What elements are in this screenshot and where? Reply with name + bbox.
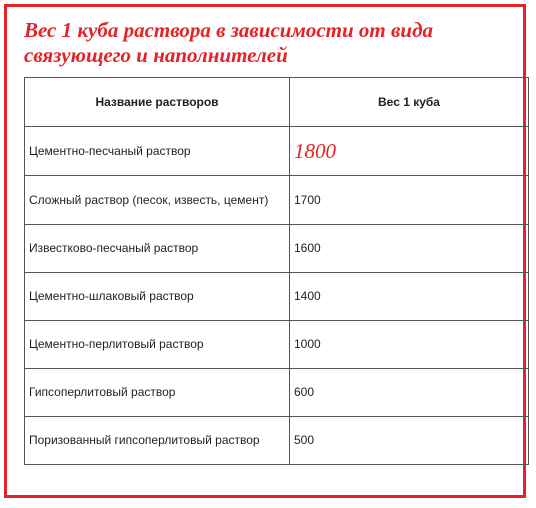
mortar-name-cell: Сложный раствор (песок, известь, цемент)	[25, 176, 290, 225]
column-header-weight: Вес 1 куба	[290, 78, 529, 127]
weight-cell: 1700	[290, 176, 529, 225]
title-line-1: Вес 1 куба раствора в зависимости от вида	[24, 18, 433, 42]
weight-cell: 600	[290, 369, 529, 417]
mortar-name-cell: Цементно-песчаный раствор	[25, 127, 290, 176]
table-row	[25, 176, 529, 225]
weight-cell: 1400	[290, 273, 529, 321]
title-line-2: связующего и наполнителей	[24, 43, 288, 67]
table-header-row	[25, 78, 529, 127]
mortar-name-cell: Известково-песчаный раствор	[25, 225, 290, 273]
mortar-name-cell: Цементно-шлаковый раствор	[25, 273, 290, 321]
mortar-name-cell: Поризованный гипсоперлитовый раствор	[25, 417, 290, 465]
column-header-name: Название растворов	[25, 78, 290, 127]
page-title	[24, 18, 504, 68]
table-row	[25, 321, 529, 369]
mortar-name-cell: Цементно-перлитовый раствор	[25, 321, 290, 369]
table-row	[25, 127, 529, 176]
weight-cell: 1600	[290, 225, 529, 273]
weight-cell-highlight: 1800	[290, 127, 529, 176]
weight-cell: 500	[290, 417, 529, 465]
mortar-name-cell: Гипсоперлитовый раствор	[25, 369, 290, 417]
table-row	[25, 417, 529, 465]
mortar-weight-table	[24, 77, 529, 465]
weight-cell: 1000	[290, 321, 529, 369]
table-row	[25, 273, 529, 321]
table-row	[25, 225, 529, 273]
table-row	[25, 369, 529, 417]
